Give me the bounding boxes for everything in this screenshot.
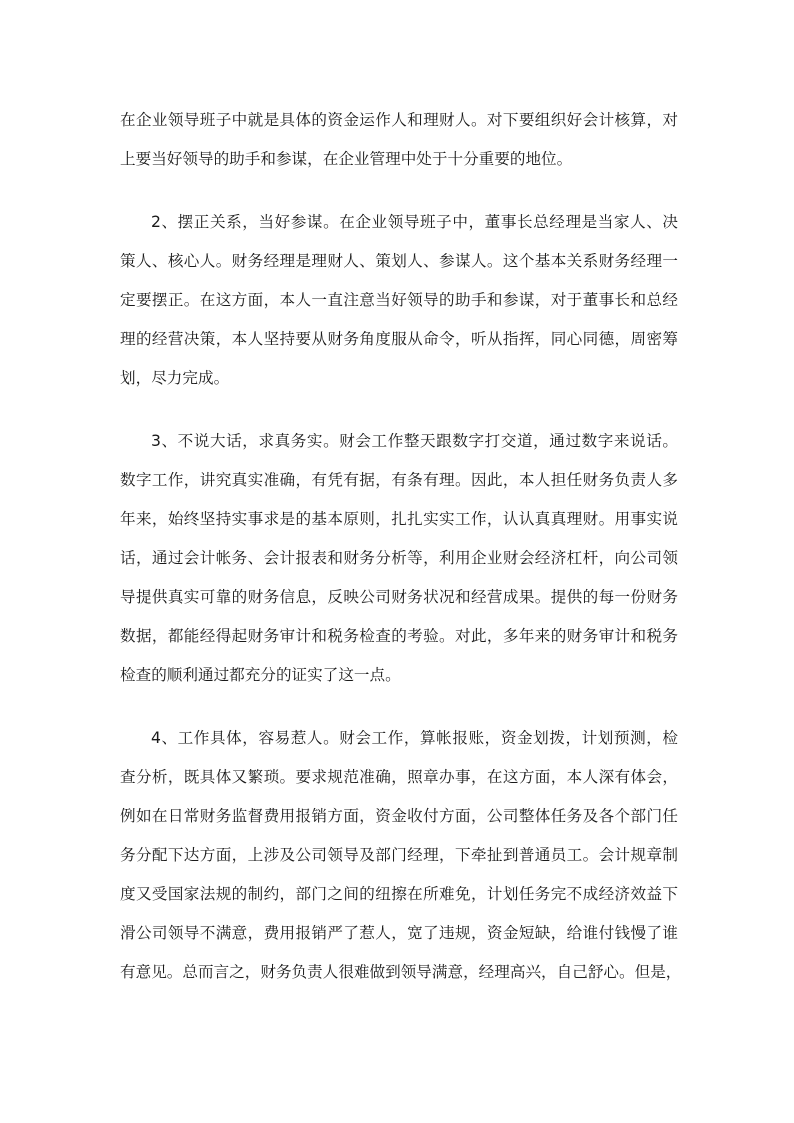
text-line: 理的经营决策，本人坚持要从财务角度服从命令，听从指挥，同心同德，周密筹 [120,330,678,348]
text-line: 2、摆正关系，当好参谋。在企业领导班子中，董事长总经理是当家人、决 [151,213,678,231]
text-line: 例如在日常财务监督费用报销方面，资金收付方面，公司整体任务及各个部门任 [120,807,678,825]
text-line: 策人、核心人。财务经理是理财人、策划人、参谋人。这个基本关系财务经理一 [120,252,678,270]
text-line: 年来，始终坚持实事求是的基本原则，扎扎实实工作，认认真真理财。用事实说 [120,510,678,528]
paragraph-3 [120,422,678,695]
text-line: 导提供真实可靠的财务信息，反映公司财务状况和经营成果。提供的每一份财务 [120,588,678,606]
text-line: 4、工作具体，容易惹人。财会工作，算帐报账，资金划拨，计划预测，检 [151,729,678,747]
text-line: 上要当好领导的助手和参谋，在企业管理中处于十分重要的地位。 [120,150,573,168]
text-line: 定要摆正。在这方面，本人一直注意当好领导的助手和参谋，对于董事长和总经 [120,291,678,309]
paragraph-4 [120,719,682,992]
text-line: 数字工作，讲究真实准确，有凭有据，有条有理。因此，本人担任财务负责人多 [120,471,678,489]
text-line: 度又受国家法规的制约，部门之间的纽擦在所难免，计划任务完不成经济效益下 [120,885,678,903]
text-line: 在企业领导班子中就是具体的资金运作人和理财人。对下要组织好会计核算，对 [120,111,678,129]
paragraph-2 [120,203,678,398]
text-line: 务分配下达方面，上涉及公司领导及部门经理，下牵扯到普通员工。会计规章制 [120,846,678,864]
text-line: 3、不说大话，求真务实。财会工作整天跟数字打交道，通过数字来说话。 [151,432,678,450]
text-line: 数据，都能经得起财务审计和税务检查的考验。对此，多年来的财务审计和税务 [120,627,678,645]
document-body [120,101,682,992]
text-line: 检查的顺利通过都充分的证实了这一点。 [120,666,401,684]
text-line: 划，尽力完成。 [120,369,230,387]
text-line: 查分析，既具体又繁琐。要求规范准确，照章办事，在这方面，本人深有体会， [120,768,678,786]
text-line: 有意见。总而言之，财务负责人很难做到领导满意，经理高兴，自己舒心。但是， [120,963,682,981]
text-line: 滑公司领导不满意，费用报销严了惹人，宽了违规，资金短缺，给谁付钱慢了谁 [120,924,678,942]
paragraph-continuation [120,101,678,179]
text-line: 话，通过会计帐务、会计报表和财务分析等，利用企业财会经济杠杆，向公司领 [120,549,678,567]
